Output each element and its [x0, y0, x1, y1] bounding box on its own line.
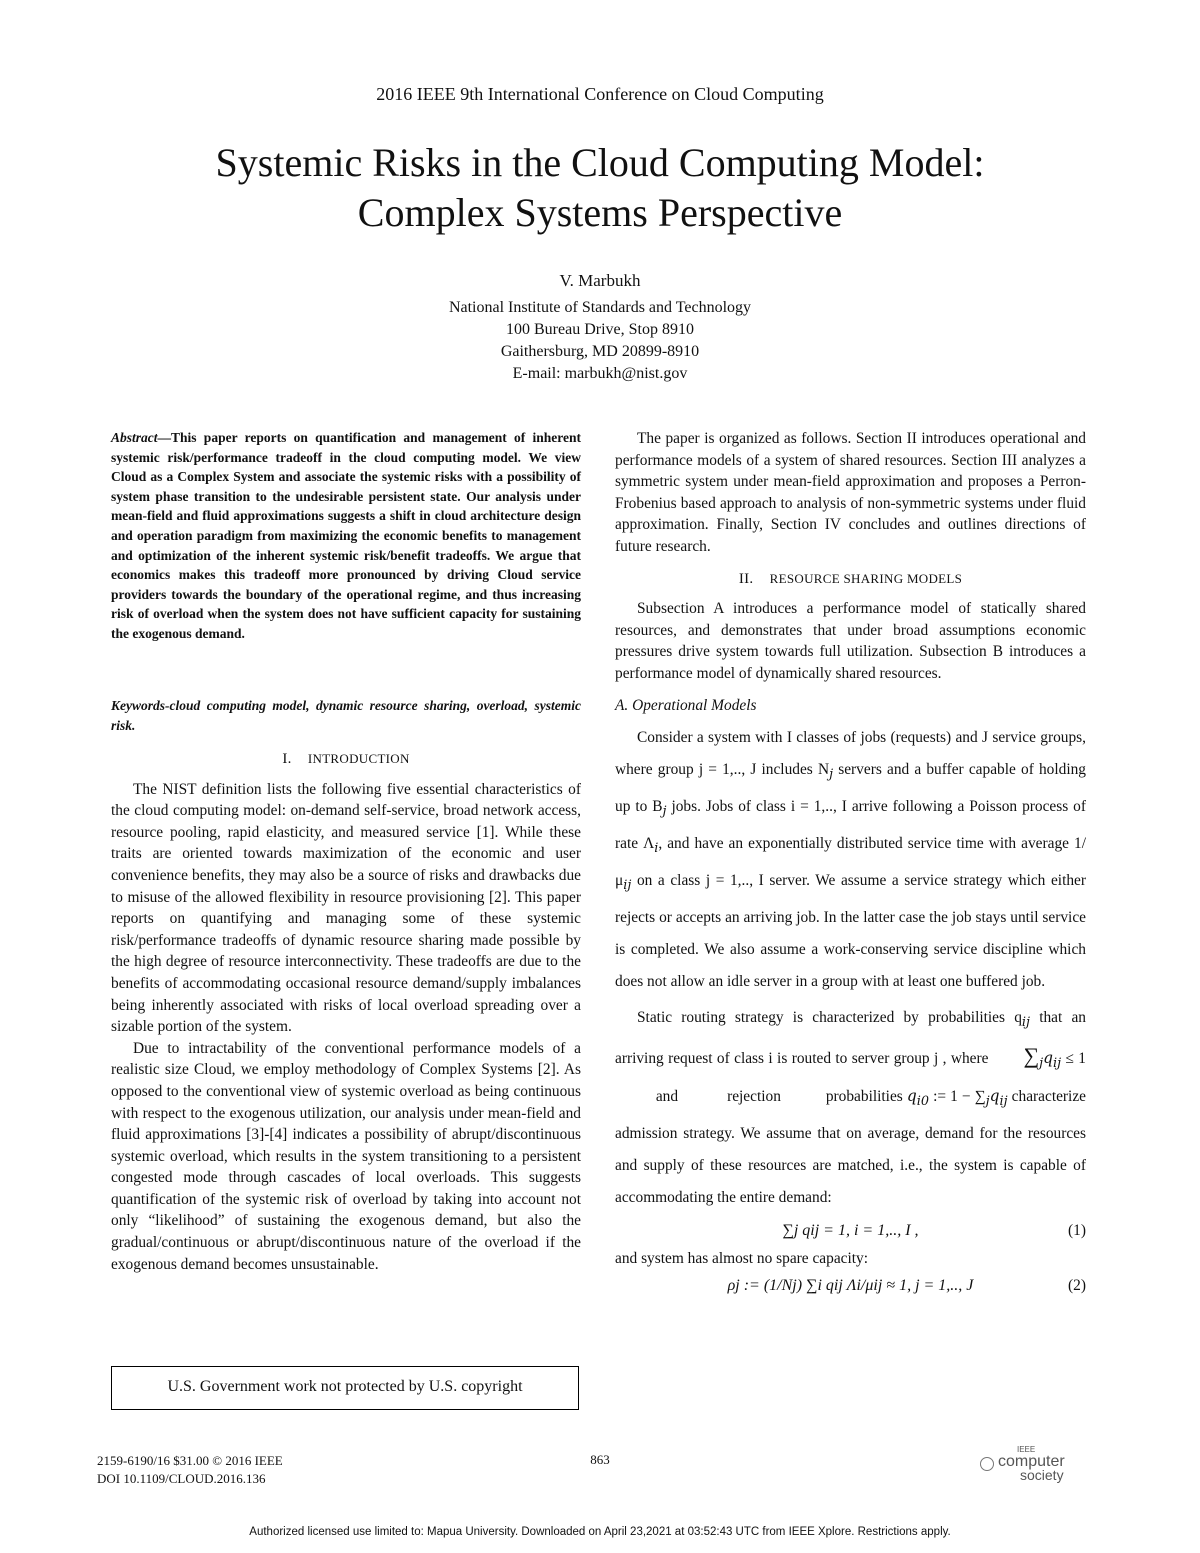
operational-model-paragraph: Consider a system with I classes of jobs (requests) and J service groups, where group j = 1,.., J includes $N_j$ servers and a buffer capable of holding up to $B_j$ jobs. Jobs of class i = 1,.., I arrive following a Poisson process of rate $\Lambda_i$, and have an exponentially distributed service time with average $1/\mu_{ij}$ on a class j = 1,.., I server. We assume a service strategy which either rejects or accepts an arriving job. In the latter case the job stays until service is completed. We also assume a work-conserving service discipline which does not allow an idle server in a group with at least one buffered job.	[615, 729, 1087, 991]
authorization-notice: Authorized licensed use limited to: Mapua University. Downloaded on April 23,2021 at 03:52:43 UTC from IEEE Xplore. Restrictions apply.	[249, 1526, 951, 1538]
section-2-heading	[615, 568, 1086, 591]
equation-1-number: (1)	[1068, 1221, 1086, 1239]
section-1	[111, 748, 581, 1275]
copyright-box: U.S. Government work not protected by U.S. copyright	[111, 1366, 579, 1410]
affiliation-email: E-mail: marbukh@nist.gov	[512, 365, 688, 382]
affiliation	[0, 297, 1200, 385]
affiliation-institution: National Institute of Standards and Technology	[448, 299, 752, 316]
paper-title	[0, 138, 1200, 238]
logo-ieee-text: IEEE	[1017, 1445, 1036, 1454]
title-line-2: Complex Systems Perspective	[357, 190, 843, 235]
section-1-title: INTRODUCTION	[307, 751, 410, 766]
logo-computer-text: computer	[998, 1453, 1065, 1470]
abstract-lead: Abstract	[111, 430, 158, 445]
section-1-paragraph-2: Due to intractability of the conventional performance models of a realistic size Cloud, we employ methodology of Complex Systems [2]. As opposed to the conventional view of systemic overload as being continuous with respect to the exogenous utilization, our analysis under mean-field and fluid approximations [3]-[4] indicates a possibility of abrupt/discontinuous systemic overload, which results in the system transitioning to a persistent congested mode through cascades of local overloads. This suggests quantification of the systemic risk of overload by taking into account not only “likelihood” of sustaining the exogenous demand, but also the gradual/continuous or abrupt/discontinuous nature of the overload if the exogenous demand becomes unsustainable.	[111, 1039, 581, 1273]
section-1-paragraph-1: The NIST definition lists the following five essential characteristics of the cloud computing model: on-demand self-service, broad network access, resource pooling, rapid elasticity, and measured service [1]. While these traits are oriented towards maximization of the economic and user convenience benefits, they may also be a source of risks and drawbacks due to misuse of the allowed flexibility in resource provisioning [2]. This paper reports on quantifying and managing some of these systemic risk/performance tradeoffs of dynamic resource sharing made possible by the high degree of resource interconnectivity. These tradeoffs are due to the benefits of accommodating occasional resource demand/supply imbalances being inherently associated with risks of local overload spreading over a sizable portion of the system.	[111, 780, 581, 1036]
abstract	[111, 428, 581, 644]
conference-header: 2016 IEEE 9th International Conference on Cloud Computing	[376, 84, 824, 104]
equation-2-body: ρj := (1/Nj) ∑i qij Λi/μij ≈ 1, j = 1,.., J	[727, 1277, 974, 1295]
spare-capacity-text: and system has almost no spare capacity:	[615, 1249, 869, 1267]
keywords: Keywords-cloud computing model, dynamic resource sharing, overload, systemic risk.	[111, 698, 581, 733]
affiliation-address: 100 Bureau Drive, Stop 8910	[506, 321, 694, 338]
footer-identifiers	[97, 1452, 283, 1488]
footer-doi: DOI 10.1109/CLOUD.2016.136	[97, 1471, 266, 1486]
right-column	[615, 428, 1086, 1303]
equation-2	[615, 1269, 1086, 1303]
subsection-a-heading: A. Operational Models	[615, 696, 757, 714]
title-line-1: Systemic Risks in the Cloud Computing Model:	[215, 140, 985, 185]
logo-circle-icon	[980, 1457, 994, 1471]
page-number: 863	[590, 1452, 610, 1467]
abstract-text: —This paper reports on quantification and management of inherent systemic risk/performance tradeoff in the cloud computing model. We view Cloud as a Complex System and associate the systemic risks with a possibility of system phase transition to the undesirable persistent state. Our analysis under mean-field and fluid approximations suggests a shift in cloud architecture design and operation paradigm from maximizing the economic benefits to management and optimization of the inherent systemic risk/benefit tradeoffs. We argue that economics makes this tradeoff more pronounced by driving Cloud service providers towards the boundary of the operational regime, and thus increasing risk of overload when the system does not have sufficient capacity for sustaining the exogenous demand.	[111, 430, 581, 641]
section-2-paragraph: Subsection A introduces a performance model of statically shared resources, and demonstrates that under broad assumptions economic pressures drive system towards full utilization. Subsection B introduces a performance model of dynamically shared resources.	[615, 600, 1086, 682]
equation-1-body: ∑j qij = 1, i = 1,.., I ,	[782, 1221, 919, 1239]
routing-strategy-paragraph: Static routing strategy is characterized by probabilities $q_{ij}$ that an arriving request of class i is routed to server group j , where $\sum_jq_{ij} \le 1$ and rejection probabilities $q_{i0}$ := $1 - \sum_jq_{ij}$ characterize admission strategy. We assume that on average, demand for the resources and supply of these resources are matched, i.e., the system is capable of accommodating the entire demand:	[615, 1009, 1087, 1206]
section-2-title: RESOURCE SHARING MODELS	[769, 570, 963, 586]
section-1-heading	[111, 748, 581, 771]
equation-2-number: (2)	[1068, 1277, 1086, 1295]
paper-organization-paragraph: The paper is organized as follows. Section II introduces operational and performance models of a system of shared resources. Section III analyzes a symmetric system under mean-field approximation and proposes a Perron-Frobenius based approach to analysis of non-symmetric systems under fluid approximation. Finally, Section IV concludes and outlines directions of future research.	[615, 430, 1086, 555]
section-1-number: I.	[282, 751, 292, 767]
logo-society-text: society	[1020, 1467, 1064, 1483]
equation-1	[615, 1214, 1086, 1248]
footer-issn: 2159-6190/16 $31.00 © 2016 IEEE	[97, 1453, 283, 1468]
affiliation-city: Gaithersburg, MD 20899-8910	[500, 343, 700, 360]
section-2-number: II.	[738, 570, 754, 587]
author-name: V. Marbukh	[559, 271, 641, 290]
